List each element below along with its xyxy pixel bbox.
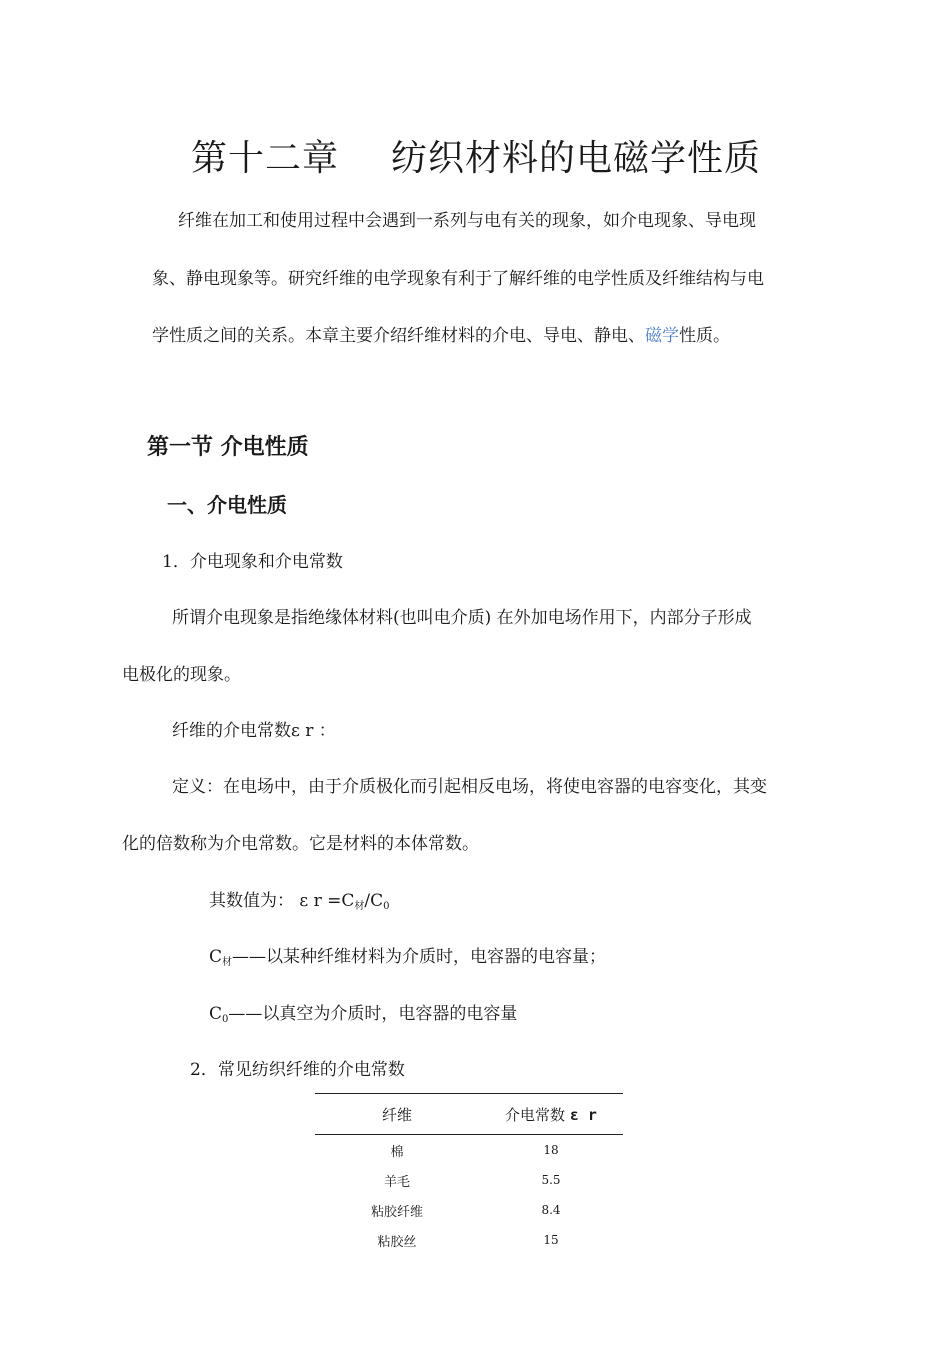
fiber-name: 粘胶丝 [377, 1234, 417, 1250]
para-dielectric-constant: 纤维的介电常数ε r ： [172, 721, 336, 741]
table-row [315, 1225, 623, 1255]
def1-symbol: C [209, 947, 223, 967]
fiber-name: 棉 [390, 1144, 404, 1160]
para-dielectric-line-1: 所谓介电现象是指绝缘体材料(也叫电介质) 在外加电场作用下，内部分子形成 [172, 608, 752, 628]
def1-text: ——以某种纤维材料为介质时，电容器的电容量； [232, 947, 607, 967]
def2-text: ——以真空为介质时，电容器的电容量 [228, 1004, 518, 1024]
def-c-zero [209, 999, 517, 1025]
header-constant [479, 1094, 623, 1135]
fiber-name: 羊毛 [383, 1174, 410, 1190]
magnetism-link[interactable]: 磁学 [645, 326, 679, 346]
header-fiber: 纤维 [315, 1094, 479, 1135]
def2-sub: 0 [222, 1014, 229, 1025]
item-2-heading: 2．常见纺织纤维的介电常数 [190, 1060, 405, 1080]
section-heading: 第一节 介电性质 [147, 435, 309, 460]
table-row [315, 1135, 623, 1166]
item-1-heading: 1．介电现象和介电常数 [162, 552, 343, 572]
header-constant-symbol: ε r [569, 1105, 597, 1124]
intro-text: 学性质之间的关系。本章主要介绍纤维材料的介电、导电、静电、 [152, 326, 645, 346]
definition-line-2: 化的倍数称为介电常数。它是材料的本体常数。 [122, 834, 479, 854]
para-dielectric-line-2: 电极化的现象。 [122, 665, 241, 685]
chapter-name: 纺织材料的电磁学性质 [391, 138, 762, 179]
def1-sub: 材 [222, 957, 233, 968]
formula-mid: /C [364, 891, 384, 911]
header-constant-label: 介电常数 [505, 1105, 566, 1124]
definition-line-1: 定义：在电场中，由于介质极化而引起相反电场，将使电容器的电容变化，其变 [172, 777, 767, 797]
intro-line-3 [152, 321, 730, 346]
intro-line-2: 象、静电现象等。研究纤维的电学现象有利于了解纤维的电学性质及纤维结构与电 [152, 269, 764, 289]
fiber-name: 粘胶纤维 [370, 1204, 423, 1220]
formula [209, 886, 390, 912]
intro-text-end: 性质。 [679, 326, 730, 346]
formula-sub-zero: 0 [383, 901, 390, 912]
fiber-value: 15 [543, 1233, 559, 1247]
def-c-material [209, 942, 606, 968]
table-row [315, 1165, 623, 1195]
fiber-value: 8.4 [541, 1203, 561, 1217]
chapter-number: 第十二章 [190, 138, 339, 179]
fiber-value: 18 [543, 1143, 559, 1157]
formula-sub-material: 材 [354, 901, 365, 912]
def2-symbol: C [209, 1004, 223, 1024]
chapter-title [0, 130, 952, 181]
intro-line-1: 纤维在加工和使用过程中会遇到一系列与电有关的现象，如介电现象、导电现 [178, 211, 756, 231]
formula-lead: 其数值为： ε r =C [209, 891, 355, 911]
subsection-heading: 一、介电性质 [167, 493, 287, 517]
table-row [315, 1195, 623, 1225]
dielectric-table [315, 1093, 623, 1255]
table-header-row [315, 1094, 623, 1135]
fiber-value: 5.5 [541, 1173, 561, 1187]
